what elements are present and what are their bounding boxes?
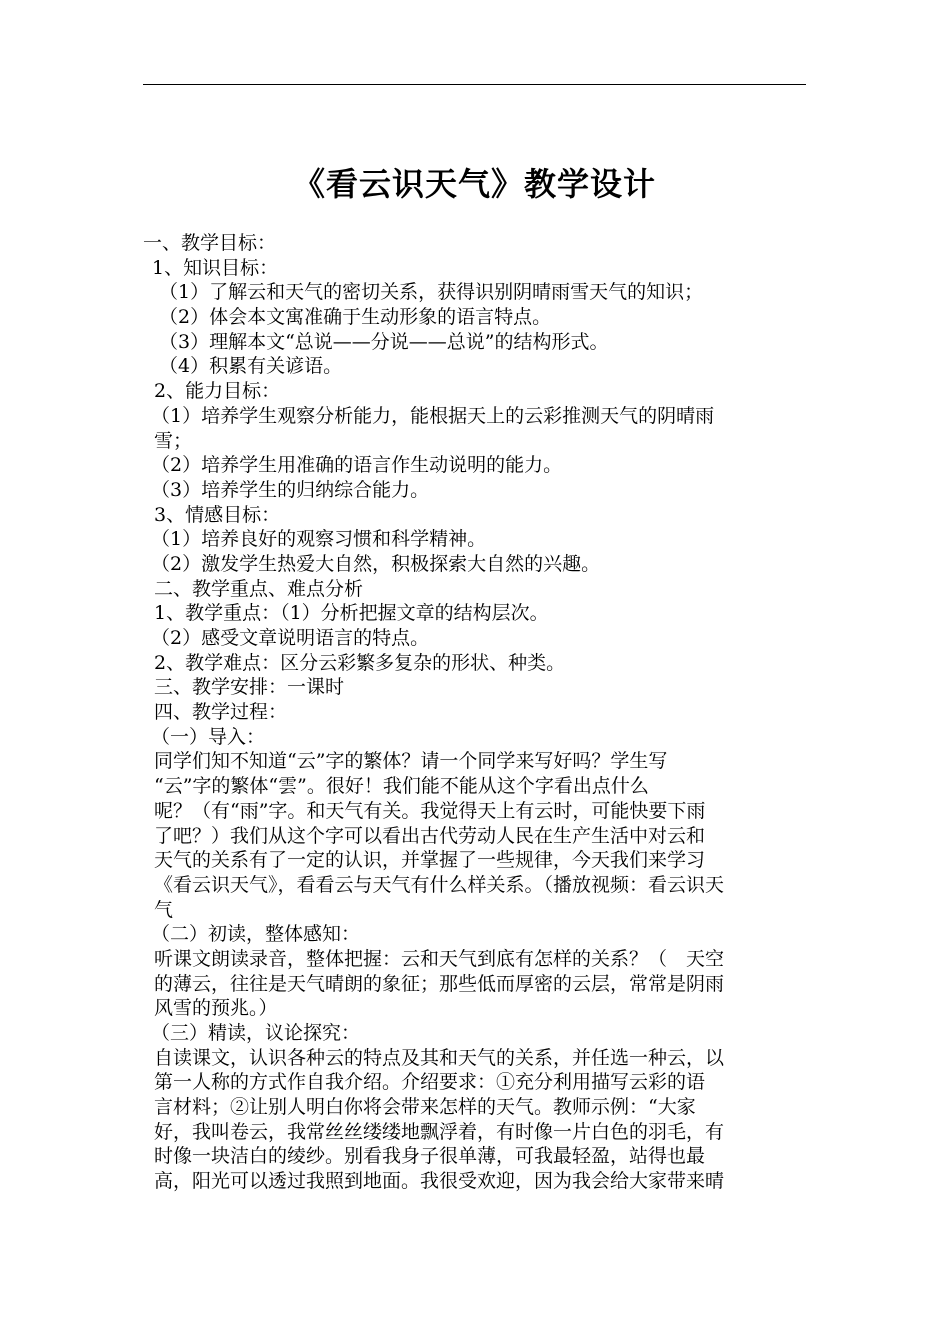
- text-line: （一）导入：: [151, 725, 266, 748]
- text-line: “云”字的繁体“雲”。很好！我们能不能从这个字看出点什么: [154, 775, 649, 798]
- text-line: 四、教学过程：: [154, 701, 288, 724]
- text-line: 《看云识天气》，看看云与天气有什么样关系。（播放视频：看云识天: [154, 873, 725, 896]
- text-line: （三）精读，议论探究：: [151, 1022, 361, 1044]
- text-line: 呢？（有“雨”字。和天气有关。我觉得天上有云时，可能快要下雨: [154, 799, 706, 822]
- text-line: 2、教学难点：区分云彩繁多复杂的形状、种类。: [154, 651, 566, 674]
- text-line: 同学们知不知道“云”字的繁体？请一个同学来写好吗？学生写: [154, 750, 668, 773]
- text-line: （4）积累有关谚语。: [159, 355, 343, 378]
- page-title: 《看云识天气》教学设计: [292, 165, 656, 203]
- text-line: （1）培养学生观察分析能力，能根据天上的云彩推测天气的阴晴雨: [151, 404, 715, 427]
- text-line: 天气的关系有了一定的认识，并掌握了一些规律，今天我们来学习: [154, 849, 706, 872]
- text-line: 雪；: [154, 429, 193, 452]
- text-line: （2）体会本文寓准确于生动形象的语言特点。: [159, 306, 552, 329]
- text-line: （2）激发学生热爱大自然，积极探索大自然的兴趣。: [151, 552, 601, 575]
- text-line: 了吧？）我们从这个字可以看出古代劳动人民在生产生活中对云和: [154, 824, 706, 847]
- text-line: 气: [154, 898, 174, 921]
- text-line: 1、教学重点：（1）分析把握文章的结构层次。: [154, 602, 549, 625]
- text-line: 高，阳光可以透过我照到地面。我很受欢迎，因为我会给大家带来晴: [154, 1170, 725, 1193]
- text-line: 二、教学重点、难点分析: [154, 577, 364, 600]
- text-line: （3）理解本文“总说——分说——总说”的结构形式。: [159, 330, 609, 353]
- text-line: （2）培养学生用准确的语言作生动说明的能力。: [151, 454, 563, 477]
- text-line: （2）感受文章说明语言的特点。: [151, 627, 430, 649]
- text-line: 自读课文，认识各种云的特点及其和天气的关系，并任选一种云，以: [154, 1046, 725, 1069]
- text-line: 1、知识目标：: [152, 256, 279, 279]
- text-line: 三、教学安排：一课时: [154, 676, 345, 699]
- text-line: 一、教学目标：: [143, 232, 277, 254]
- text-line: （1）了解云和天气的密切关系，获得识别阴晴雨雪天气的知识；: [159, 281, 704, 304]
- text-line: （二）初读，整体感知：: [151, 923, 361, 946]
- text-line: 风雪的预兆。）: [154, 997, 278, 1020]
- header-rule: [143, 84, 806, 85]
- text-line: 2、能力目标：: [154, 380, 281, 403]
- text-line: 3、情感目标：: [154, 503, 281, 526]
- text-line: 言材料；②让别人明白你将会带来怎样的天气。教师示例：“大家: [154, 1096, 696, 1119]
- text-line: 第一人称的方式作自我介绍。介绍要求：①充分利用描写云彩的语: [154, 1071, 706, 1094]
- text-line: （3）培养学生的归纳综合能力。: [151, 478, 430, 501]
- text-line: （1）培养良好的观察习惯和科学精神。: [151, 528, 487, 551]
- text-line: 好，我叫卷云，我常丝丝缕缕地飘浮着，有时像一片白色的羽毛，有: [154, 1120, 725, 1143]
- document-body: [143, 231, 807, 1194]
- text-line: 的薄云，往往是天气晴朗的象征；那些低而厚密的云层，常常是阴雨: [154, 972, 725, 995]
- text-line: 时像一块洁白的绫纱。别看我身子很单薄，可我最轻盈，站得也最: [154, 1145, 706, 1168]
- text-line: 听课文朗读录音，整体把握：云和天气到底有怎样的关系？（ 天空: [154, 947, 725, 970]
